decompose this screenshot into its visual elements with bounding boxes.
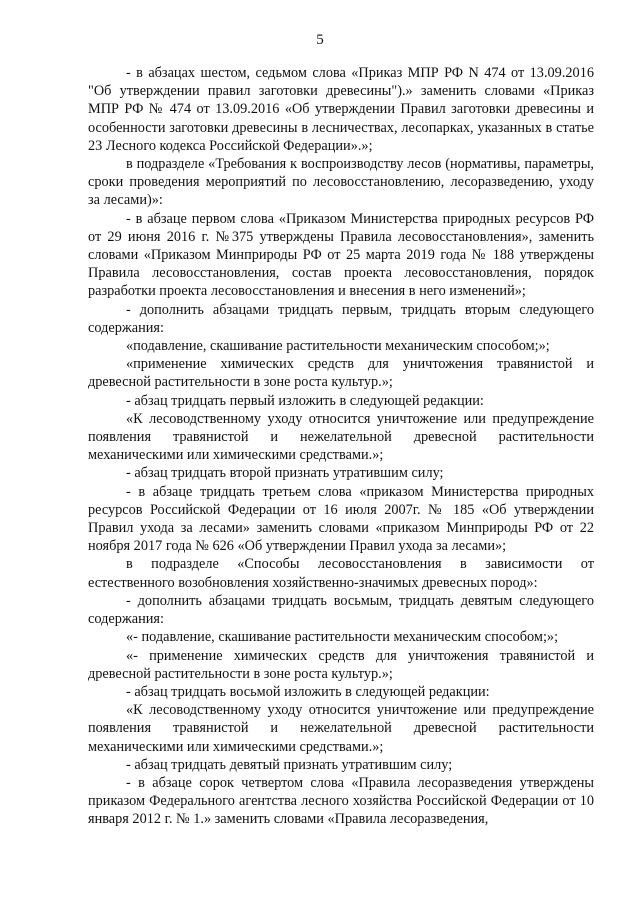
paragraph-7: - абзац тридцать первый изложить в следующей редакции: (126, 392, 484, 409)
paragraph-17: - абзац тридцать девятый признать утратившим силу; (126, 756, 453, 773)
paragraph-13: «- подавление, скашивание растительности механическим способом;»; (126, 629, 559, 646)
paragraph-1: - в абзацах шестом, седьмом слова «Приказ МПР РФ N 474 от 13.09.2016 "Об утверждении правил заготовки древесины").» заменить словами «Приказ МПР РФ № 474 от 13.09.2016 «Об утверждении Правил заготовки древесины и особенности заготовки древесины в лесничествах, лесопарках, указанных в статье 23 Лесного кодекса Российской Федерации».»; (88, 65, 594, 154)
paragraph-4: - дополнить абзацами тридцать первым, тридцать вторым следующего содержания: (88, 301, 594, 336)
document-body (88, 64, 594, 829)
paragraph-6: «применение химических средств для уничтожения травянистой и древесной растительности в зоне роста культур.»; (88, 356, 594, 391)
paragraph-9: - абзац тридцать второй признать утратившим силу; (126, 465, 444, 482)
page-number: 5 (316, 32, 324, 48)
paragraph-11: в подразделе «Способы лесовосстановления в зависимости от естественного возобновления хозяйственно-значимых древесных пород»: (88, 556, 594, 591)
paragraph-8: «К лесоводственному уходу относится уничтожение или предупреждение появления травянистой и нежелательной древесной растительности механическими или химическими средствами.»; (88, 410, 594, 464)
paragraph-10: - в абзаце тридцать третьем слова «приказом Министерства природных ресурсов Российской Федерации от 16 июля 2007г. № 185 «Об утверждении Правил ухода за лесами» заменить словами «приказом Минприроды РФ от 22 ноября 2017 года № 626 «Об утверждении Правил ухода за лесами»; (88, 483, 594, 555)
paragraph-3: - в абзаце первом слова «Приказом Министерства природных ресурсов РФ от 29 июня 2016 г. №375 утверждены Правила лесовосстановления», заменить словами «Приказом Минприроды РФ от 25 марта 2019 года № 188 утверждены Правила лесовосстановления, состав проекта лесовосстановления, порядок разработки проекта лесовосстановления и внесения в него изменений»; (88, 210, 594, 300)
paragraph-5: «подавление, скашивание растительности механическим способом;»; (126, 338, 550, 355)
paragraph-15: - абзац тридцать восьмой изложить в следующей редакции: (126, 683, 490, 700)
paragraph-16: «К лесоводственному уходу относится уничтожение или предупреждение появления травянистой и нежелательной древесной растительности механическими или химическими средствами.»; (88, 702, 594, 755)
paragraph-18: - в абзаце сорок четвертом слова «Правила лесоразведения утверждены приказом Федерального агентства лесного хозяйства Российской Федерации от 10 января 2012 г. № 1.» заменить словами «Правила лесоразведения, (88, 774, 594, 828)
paragraph-2: в подразделе «Требования к воспроизводству лесов (нормативы, параметры, сроки проведения мероприятий по лесовосстановлению, лесоразведению, уходу за лесами)»: (88, 156, 594, 209)
paragraph-14: «- применение химических средств для уничтожения травянистой и древесной растительности в зоне роста культур.»; (88, 647, 594, 682)
paragraph-12: - дополнить абзацами тридцать восьмым, тридцать девятым следующего содержания: (88, 592, 594, 628)
